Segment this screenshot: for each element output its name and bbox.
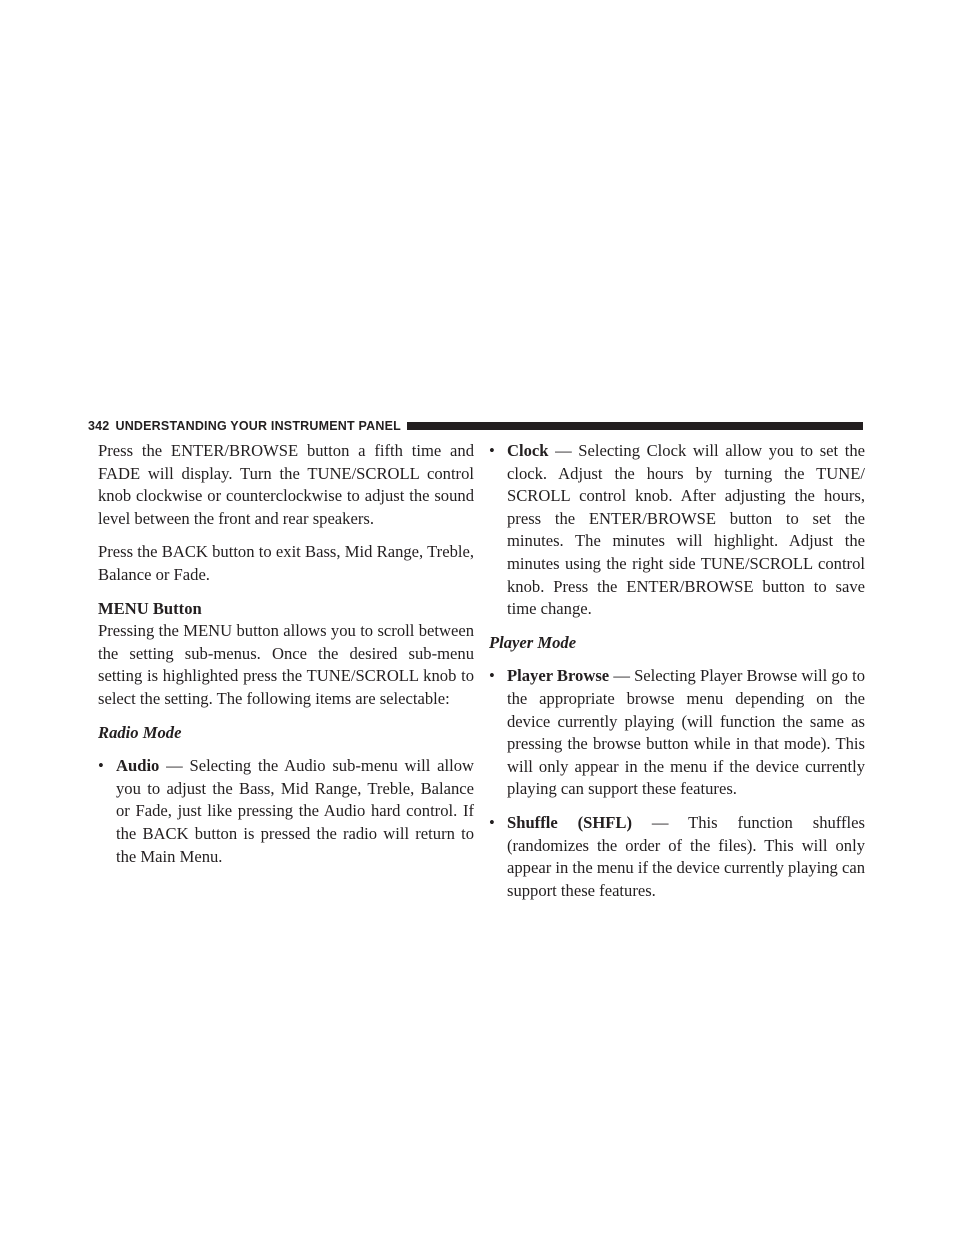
shuffle-bullet xyxy=(489,812,865,902)
audio-bullet xyxy=(98,755,474,868)
menu-button-heading: MENU Button xyxy=(98,598,202,618)
shuffle-text: — This function shuffles (randomizes the order of the files). This will only appear in the menu if the device currently playing can support these features. xyxy=(507,812,865,900)
header-rule xyxy=(407,422,863,430)
right-column xyxy=(489,440,865,913)
player-browse-bullet xyxy=(489,665,865,801)
clock-term: Clock xyxy=(507,441,549,460)
audio-term: Audio xyxy=(116,756,160,776)
back-paragraph: Press the BACK button to exit Bass, Mid Range, Treble, Balance or Fade. xyxy=(98,542,474,584)
section-title: UNDERSTANDING YOUR INSTRUMENT PANEL xyxy=(115,419,401,433)
page-number: 342 xyxy=(88,419,110,433)
bullet-icon: • xyxy=(489,441,495,460)
bullet-icon: • xyxy=(98,756,104,776)
shuffle-term: Shuffle (SHFL) xyxy=(507,812,633,832)
player-browse-term: Player Browse xyxy=(507,666,610,686)
menu-button-paragraph: Pressing the MENU button allows you to scroll between the setting sub-menus. Once the desired sub-menu setting is highlighted press the TUNE/SCROLL knob to select the setting. The following items are selectable: xyxy=(98,621,474,708)
page-header xyxy=(88,418,863,434)
left-column xyxy=(98,440,474,879)
audio-text: — Selecting the Audio sub-menu will allow you to adjust the Bass, Mid Range, Treble, Balance or Fade, just like pressing the Audio hard control. If the BACK button is pressed the radio will return to the Main Menu. xyxy=(116,756,474,866)
player-browse-text: — Selecting Player Browse will go to the appropriate browse menu depending on the device currently playing (will function the same as pressing the browse button while in that mode). This will only appear in the menu if the device currently playing can support these features. xyxy=(507,666,865,799)
bullet-icon: • xyxy=(489,812,495,832)
player-mode-subheading: Player Mode xyxy=(489,632,577,652)
clock-text: — Selecting Clock will allow you to set the clock. Adjust the hours by turning the TUNE/ SCROLL control knob. After adjusting the hours, press the ENTER/BROWSE button to set the minutes. The minutes will highlight. Adjust the minutes using the right side TUNE/SCROLL control knob. Press the ENTER/BROWSE button to save time change. xyxy=(507,441,865,619)
fade-paragraph: Press the ENTER/BROWSE button a fifth time and FADE will display. Turn the TUNE/SCROLL control knob clockwise or counterclockwise to adjust the sound level between the front and rear speakers. xyxy=(98,441,474,528)
clock-bullet xyxy=(489,440,865,621)
bullet-icon: • xyxy=(489,666,495,686)
radio-mode-subheading: Radio Mode xyxy=(98,722,182,742)
